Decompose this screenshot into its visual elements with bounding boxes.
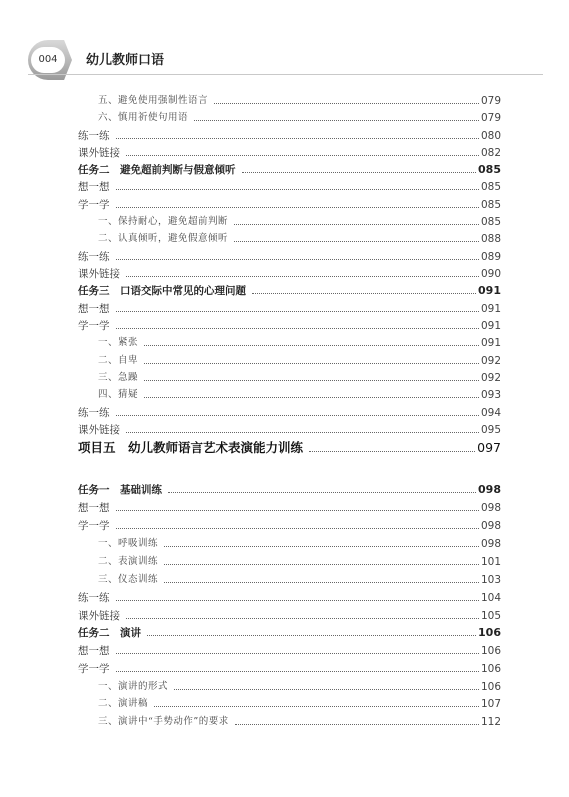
toc-entry-title: 三、仪态训练 (98, 574, 159, 585)
toc-entry-title: 想一想 (78, 502, 110, 514)
toc-entry-title: 想一想 (78, 645, 110, 657)
toc-entry[interactable] (0, 369, 569, 387)
toc-entry-title: 二、表演训练 (98, 556, 159, 567)
toc-entry-title: 二、演讲稿 (98, 698, 149, 709)
toc-entry[interactable] (0, 481, 569, 499)
dot-leader (309, 451, 475, 452)
toc-entry[interactable] (0, 589, 569, 607)
toc-entry-page: 097 (477, 440, 501, 455)
toc-entry-page: 085 (480, 181, 501, 193)
toc-entry-page: 085 (478, 163, 501, 176)
toc-entry[interactable] (0, 109, 569, 127)
toc-entry-title: 练一练 (78, 130, 110, 142)
toc-entry-page: 079 (480, 95, 501, 107)
toc-entry-title: 二、自卑 (98, 355, 139, 366)
toc-entry[interactable] (0, 499, 569, 517)
toc-entry[interactable] (0, 571, 569, 589)
toc-entry-title: 任务二 演讲 (78, 627, 141, 639)
toc-entry-page: 085 (480, 199, 501, 211)
toc-entry[interactable] (0, 695, 569, 713)
toc-entry-page: 106 (480, 645, 501, 657)
dot-leader (126, 276, 479, 277)
dot-leader (164, 582, 479, 583)
dot-leader (144, 397, 479, 398)
toc-entry-title: 课外链接 (78, 147, 120, 159)
toc-entry[interactable] (0, 517, 569, 535)
toc-entry[interactable] (0, 127, 569, 145)
toc-entry-title: 课外链接 (78, 268, 120, 280)
dot-leader (174, 689, 479, 690)
dot-leader (242, 172, 476, 173)
toc-entry[interactable] (0, 713, 569, 731)
dot-leader (116, 311, 479, 312)
dot-leader (234, 224, 479, 225)
dot-leader (194, 120, 479, 121)
toc-entry[interactable] (0, 92, 569, 110)
dot-leader (116, 138, 479, 139)
page-header (28, 40, 548, 80)
toc-entry-title: 想一想 (78, 303, 110, 315)
toc-entry-page: 092 (480, 355, 501, 367)
toc-entry-title: 想一想 (78, 181, 110, 193)
toc-entry-page: 082 (480, 147, 501, 159)
toc-entry[interactable] (0, 265, 569, 283)
dot-leader (116, 653, 479, 654)
toc-entry-title: 任务一 基础训练 (78, 484, 162, 496)
toc-entry[interactable] (0, 352, 569, 370)
dot-leader (126, 432, 479, 433)
toc-entry-page: 101 (480, 556, 501, 568)
toc-entry[interactable] (0, 196, 569, 214)
toc-entry-title: 学一学 (78, 320, 110, 332)
dot-leader (154, 706, 479, 707)
dot-leader (235, 724, 479, 725)
toc-entry-page: 107 (480, 698, 501, 710)
dot-leader (214, 103, 479, 104)
dot-leader (116, 207, 479, 208)
dot-leader (116, 671, 479, 672)
dot-leader (252, 293, 476, 294)
toc-entry-title: 课外链接 (78, 610, 120, 622)
toc-entry[interactable] (0, 144, 569, 162)
toc-entry-page: 098 (480, 538, 501, 550)
dot-leader (126, 155, 479, 156)
toc-entry-page: 093 (480, 389, 501, 401)
toc-entry-title: 学一学 (78, 663, 110, 675)
toc-entry-page: 106 (480, 681, 501, 693)
toc-entry-page: 098 (480, 520, 501, 532)
toc-entry-page: 089 (480, 251, 501, 263)
toc-entry-title: 课外链接 (78, 424, 120, 436)
toc-entry-page: 098 (480, 502, 501, 514)
toc-entry-page: 104 (480, 592, 501, 604)
toc-entry[interactable] (0, 678, 569, 696)
toc-entry-title: 一、保持耐心，避免超前判断 (98, 216, 229, 227)
toc-entry[interactable] (0, 642, 569, 660)
toc-entry-title: 一、紧张 (98, 337, 139, 348)
toc-entry[interactable] (0, 624, 569, 642)
toc-entry-page: 085 (480, 216, 501, 228)
toc-entry[interactable] (0, 535, 569, 553)
dot-leader (116, 528, 479, 529)
toc-entry[interactable] (0, 660, 569, 678)
toc-entry-title: 二、认真倾听，避免假意倾听 (98, 233, 229, 244)
dot-leader (144, 363, 479, 364)
toc-entry[interactable] (0, 300, 569, 318)
toc-entry[interactable] (0, 230, 569, 248)
toc-entry[interactable] (0, 404, 569, 422)
toc-entry[interactable] (0, 317, 569, 335)
dot-leader (144, 345, 479, 346)
toc-entry-page: 105 (480, 610, 501, 622)
toc-entry-page: 091 (480, 337, 501, 349)
toc-entry-title: 任务三 口语交际中常见的心理问题 (78, 285, 246, 297)
dot-leader (147, 635, 476, 636)
dot-leader (116, 600, 479, 601)
toc-entry-page: 106 (478, 626, 501, 639)
toc-entry[interactable] (0, 386, 569, 404)
book-title: 幼儿教师口语 (86, 53, 165, 68)
toc-entry-page: 091 (478, 284, 501, 297)
toc-entry-title: 学一学 (78, 520, 110, 532)
toc-entry-title: 练一练 (78, 592, 110, 604)
toc-entry[interactable] (0, 553, 569, 571)
toc-entry-title: 项目五 幼儿教师语言艺术表演能力训练 (78, 440, 304, 455)
toc-entry-page: 090 (480, 268, 501, 280)
toc-entry-title: 任务二 避免超前判断与假意倾听 (78, 164, 236, 176)
toc-entry[interactable] (0, 248, 569, 266)
toc-entry[interactable] (0, 161, 569, 179)
toc-entry-title: 学一学 (78, 199, 110, 211)
toc-entry-page: 079 (480, 112, 501, 124)
page-number: 004 (31, 47, 65, 73)
toc-entry-page: 091 (480, 320, 501, 332)
toc-entry-title: 一、呼吸训练 (98, 538, 159, 549)
toc-entry-title: 练一练 (78, 407, 110, 419)
toc-entry-page: 095 (480, 424, 501, 436)
dot-leader (126, 618, 479, 619)
dot-leader (164, 564, 479, 565)
toc-entry[interactable] (0, 607, 569, 625)
toc-entry-page: 106 (480, 663, 501, 675)
toc-entry-page: 112 (480, 716, 501, 728)
toc-entry[interactable] (0, 213, 569, 231)
dot-leader (168, 492, 476, 493)
dot-leader (116, 510, 479, 511)
toc-entry-title: 三、急躁 (98, 372, 139, 383)
toc-entry[interactable] (0, 282, 569, 300)
toc-entry-title: 三、演讲中“手势动作”的要求 (98, 716, 229, 727)
toc-entry-title: 五、避免使用强制性语言 (98, 95, 209, 106)
toc-entry-page: 088 (480, 233, 501, 245)
dot-leader (144, 380, 479, 381)
dot-leader (234, 241, 479, 242)
dot-leader (164, 546, 479, 547)
dot-leader (116, 259, 479, 260)
toc-entry[interactable] (0, 178, 569, 196)
toc-entry-page: 098 (478, 483, 501, 496)
toc-entry-page: 103 (480, 574, 501, 586)
dot-leader (116, 415, 479, 416)
dot-leader (116, 328, 479, 329)
toc-entry-title: 四、猜疑 (98, 389, 139, 400)
toc-entry-title: 六、慎用祈使句用语 (98, 112, 189, 123)
toc-entry-page: 092 (480, 372, 501, 384)
toc-entry[interactable] (0, 421, 569, 439)
toc-entry[interactable] (0, 438, 569, 458)
toc-entry[interactable] (0, 334, 569, 352)
toc-entry-title: 练一练 (78, 251, 110, 263)
toc-entry-page: 091 (480, 303, 501, 315)
toc-entry-page: 080 (480, 130, 501, 142)
toc-entry-page: 094 (480, 407, 501, 419)
dot-leader (116, 189, 479, 190)
header-divider (28, 74, 543, 75)
toc-entry-title: 一、演讲的形式 (98, 681, 169, 692)
